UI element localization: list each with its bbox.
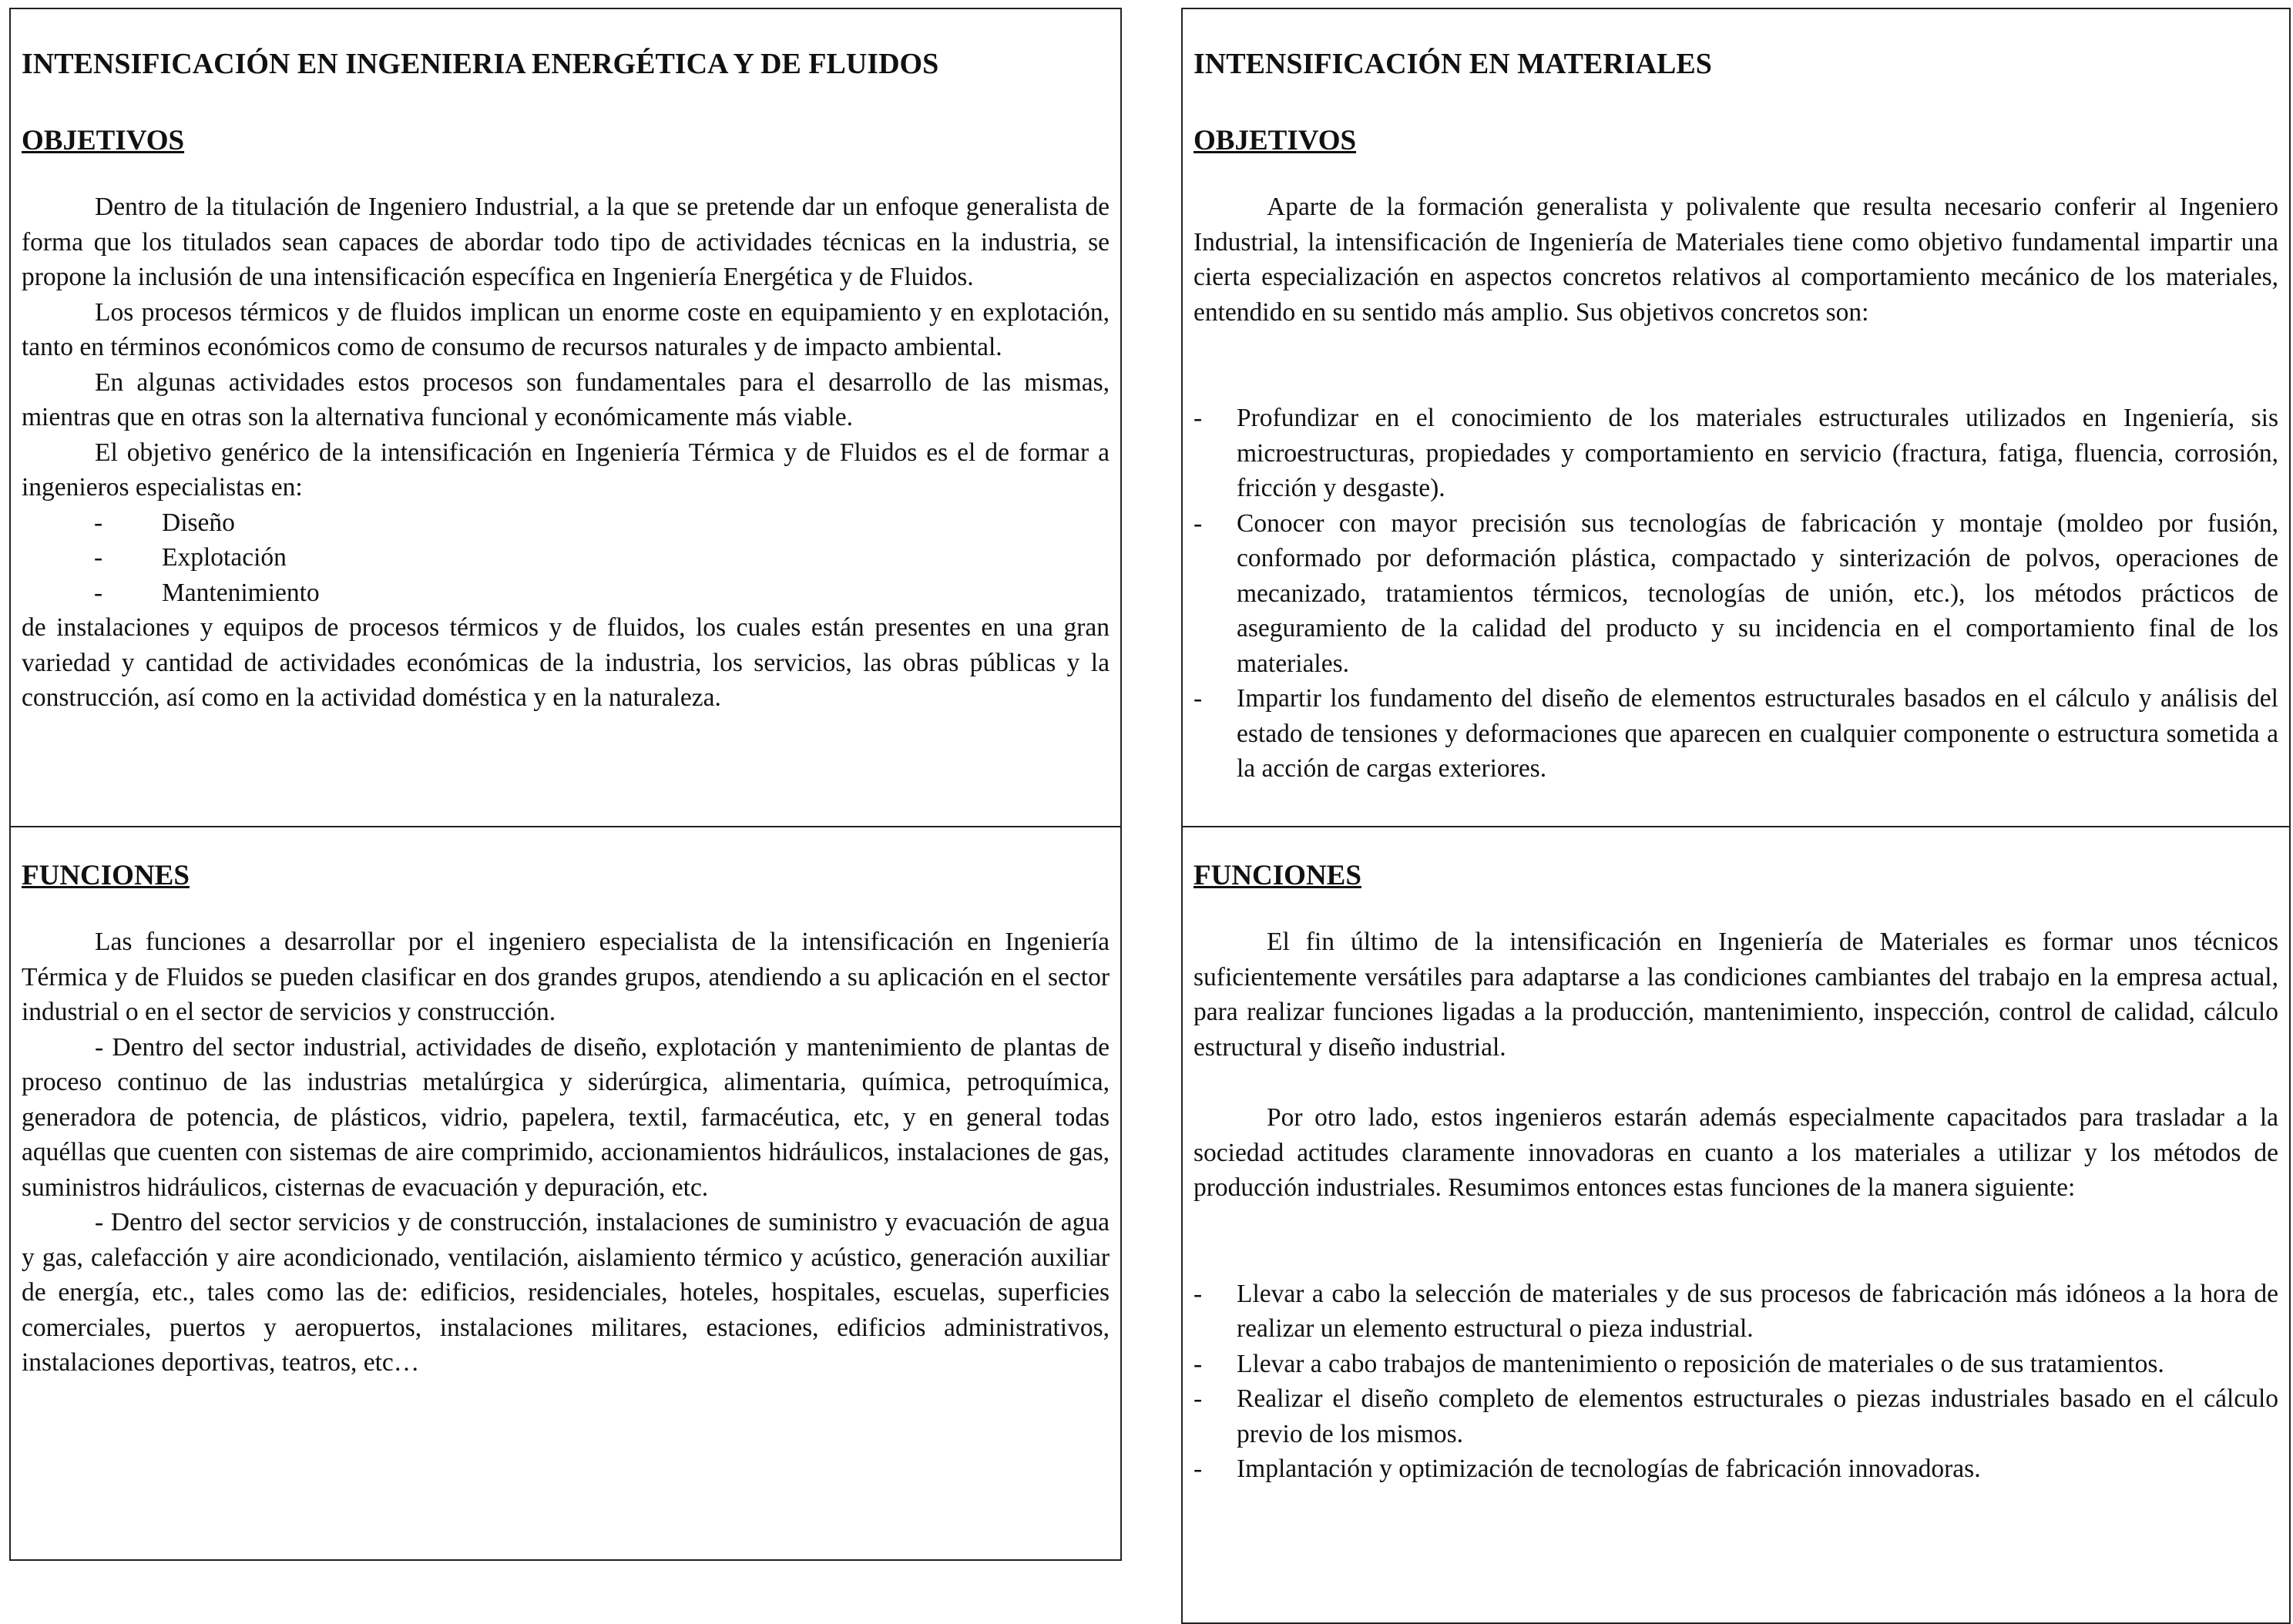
energy-objectives-heading: OBJETIVOS	[22, 125, 185, 156]
materials-functions-box	[1181, 826, 2291, 1624]
materials-objectives-intro: Aparte de la formación generalista y polivalente que resulta necesario conferir al Ingeniero Industrial, la intensificación de Ingeniería de Materiales tiene como objetivo fundamental impartir una cierta especialización en aspectos concretos relativos al comportamiento mecánico de los materiales, entendido en su sentido más amplio. Sus objetivos concretos son:	[1194, 193, 2278, 327]
energy-title: INTENSIFICACIÓN EN INGENIERIA ENERGÉTICA Y DE FLUIDOS	[22, 48, 939, 80]
energy-specialty-list	[22, 505, 1110, 611]
energy-objectives-closing: de instalaciones y equipos de procesos térmicos y de fluidos, los cuales están presentes en una gran variedad y cantidad de actividades económicas de la industria, los servicios, las obras públicas y la construcción, así como en la actividad doméstica y en la naturaleza.	[22, 613, 1110, 712]
energy-functions-box	[9, 826, 1122, 1561]
materials-objectives-list	[1194, 401, 2278, 787]
materials-functions-heading: FUNCIONES	[1194, 860, 1361, 891]
energy-objectives-paragraph: Los procesos térmicos y de fluidos implican un enorme coste en equipamiento y en explotación, tanto en términos económicos como de consumo de recursos naturales y de impacto ambiental.	[22, 297, 1110, 361]
list-item: - Impartir los fundamento del diseño de elementos estructurales basados en el cálculo y análisis del estado de tensiones y deformaciones que aparecen en cualquier componente o estructura sometida a la acción de cargas exteriores.	[1194, 684, 2278, 783]
energy-functions-paragraph: Las funciones a desarrollar por el ingeniero especialista de la intensificación en Ingeniería Térmica y de Fluidos se pueden clasificar en dos grandes grupos, atendiendo a su aplicación en el sector industrial o en el sector de servicios y construcción.	[22, 928, 1110, 1026]
list-item: - Llevar a cabo trabajos de mantenimiento o reposición de materiales o de sus tratamientos.	[1194, 1349, 2164, 1378]
list-item: - Diseño	[94, 508, 235, 537]
energy-functions-paragraph: - Dentro del sector servicios y de construcción, instalaciones de suministro y evacuación de agua y gas, calefacción y aire acondicionado, ventilación, aislamiento térmico y acústico, generación auxiliar de energía, etc., tales como las de: edificios, residenciales, hoteles, hospitales, escuelas, superficies comerciales, puertos y aeropuertos, instalaciones militares, estaciones, edificios administrativos, instalaciones deportivas, teatros, etc…	[22, 1208, 1110, 1377]
energy-functions-paragraph: - Dentro del sector industrial, actividades de diseño, explotación y mantenimiento de plantas de proceso continuo de las industrias metalúrgica y siderúrgica, alimentaria, química, petroquímica, generadora de potencia, de plásticos, vidrio, papelera, textil, farmacéutica, etc, y en general todas aquéllas que cuenten con sistemas de aire comprimido, accionamientos hidráulicos, instalaciones de gas, suministros hidráulicos, cisternas de evacuación y depuración, etc.	[22, 1032, 1110, 1202]
list-item: - Explotación	[94, 543, 287, 572]
materials-objectives-box	[1181, 8, 2291, 827]
materials-objectives-heading: OBJETIVOS	[1194, 125, 1357, 156]
list-item: - Implantación y optimización de tecnologías de fabricación innovadoras.	[1194, 1455, 1981, 1483]
energy-objectives-paragraph: Dentro de la titulación de Ingeniero Industrial, a la que se pretende dar un enfoque generalista de forma que los titulados sean capaces de abordar todo tipo de actividades técnicas en la industria, se propone la inclusión de una intensificación específica en Ingeniería Energética y de Fluidos.	[22, 193, 1110, 291]
energy-objectives-box	[9, 8, 1122, 827]
materials-functions-list	[1194, 1277, 2278, 1487]
list-item: - Conocer con mayor precisión sus tecnologías de fabricación y montaje (moldeo por fusión, conformado por deformación plástica, compactado y sinterización de polvos, operaciones de mecanizado, tratamientos térmicos, tecnologías de unión, etc.), los métodos prácticos de aseguramiento de la calidad del producto y su incidencia en el comportamiento final de los materiales.	[1194, 508, 2278, 678]
materials-title: INTENSIFICACIÓN EN MATERIALES	[1194, 48, 1712, 80]
materials-functions-paragraph: Por otro lado, estos ingenieros estarán además especialmente capacitados para trasladar a la sociedad actitudes claramente innovadoras en cuanto a los materiales a utilizar y los métodos de producción industriales. Resumimos entonces estas funciones de la manera siguiente:	[1194, 1103, 2278, 1202]
list-item: - Mantenimiento	[94, 578, 320, 607]
list-item: - Realizar el diseño completo de elementos estructurales o piezas industriales basado en el cálculo previo de los mismos.	[1194, 1384, 2278, 1448]
energy-functions-heading: FUNCIONES	[22, 860, 190, 891]
energy-objectives-paragraph: El objetivo genérico de la intensificación en Ingeniería Térmica y de Fluidos es el de formar a ingenieros especialistas en:	[22, 438, 1110, 502]
list-item: - Profundizar en el conocimiento de los materiales estructurales utilizados en Ingeniería, sis microestructuras, propiedades y comportamiento en servicio (fractura, fatiga, fluencia, corrosión, fricción y desgaste).	[1194, 404, 2278, 502]
energy-objectives-paragraph: En algunas actividades estos procesos son fundamentales para el desarrollo de las mismas, mientras que en otras son la alternativa funcional y económicamente más viable.	[22, 367, 1110, 431]
materials-functions-paragraph: El fin último de la intensificación en Ingeniería de Materiales es formar unos técnicos suficientemente versátiles para adaptarse a las condiciones cambiantes del trabajo en la empresa actual, para realizar funciones ligadas a la producción, mantenimiento, inspección, control de calidad, cálculo estructural y diseño industrial.	[1194, 928, 2278, 1062]
list-item: - Llevar a cabo la selección de materiales y de sus procesos de fabricación más idóneos a la hora de realizar un elemento estructural o pieza industrial.	[1194, 1279, 2278, 1343]
